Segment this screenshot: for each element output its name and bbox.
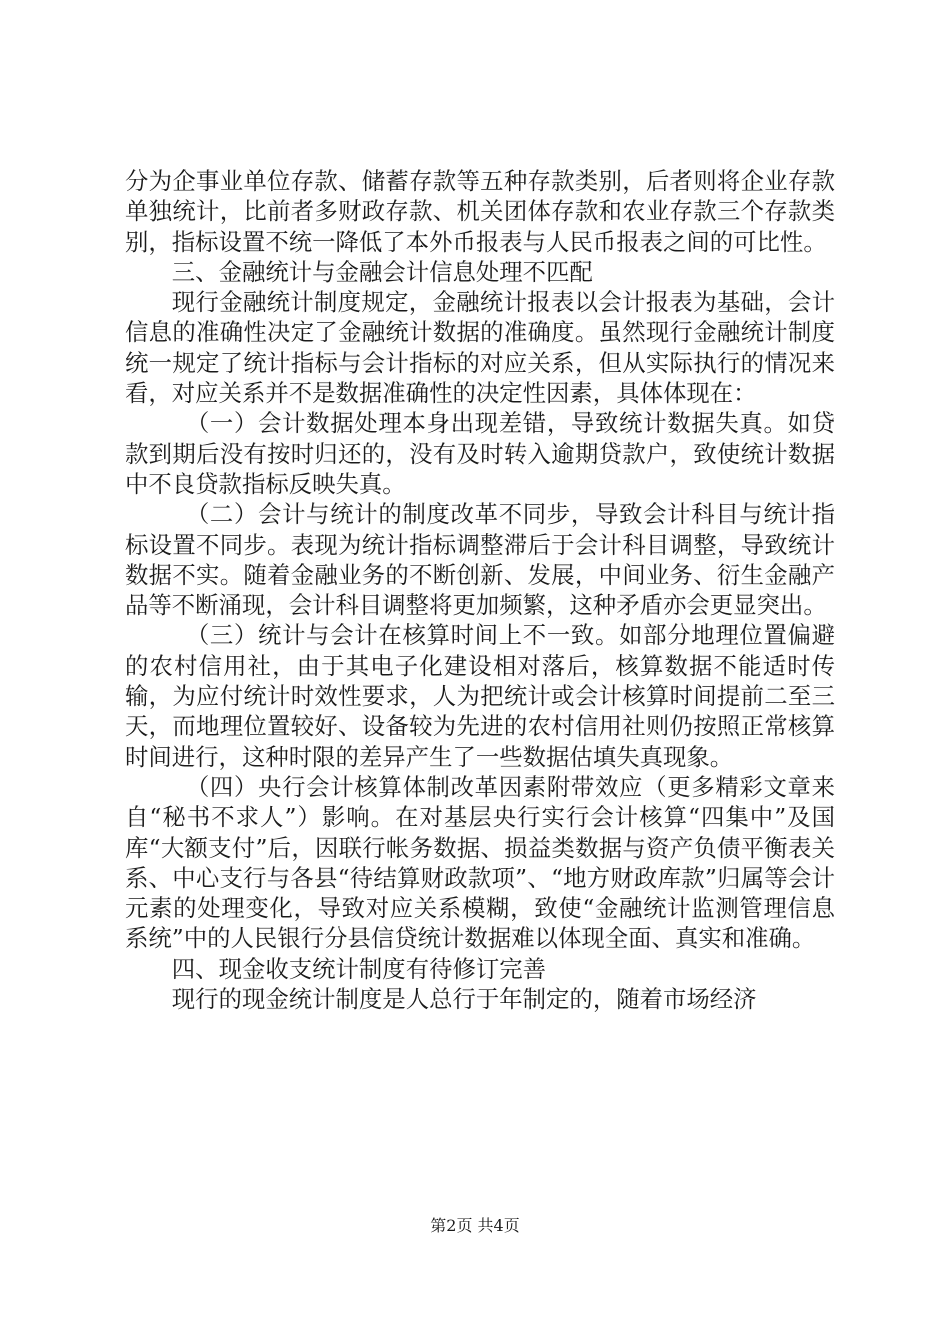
paragraph-item-3: （三）统计与会计在核算时间上不一致。如部分地理位置偏避的农村信用社，由于其电子化建设相对落后，核算数据不能适时传输，为应付统计时效性要求，人为把统计或会计核算时间提前二至三天，而地理位置较好、设备较为先进的农村信用社则仍按照正常核算时间进行，这种时限的差异产生了一些数据估填失真现象。 (125, 621, 835, 771)
paragraph-item-2: （二）会计与统计的制度改革不同步，导致会计科目与统计指标设置不同步。表现为统计指标调整滞后于会计科目调整，导致统计数据不实。随着金融业务的不断创新、发展，中间业务、衍生金融产品等不断涌现，会计科目调整将更加频繁，这种矛盾亦会更显突出。 (125, 500, 835, 620)
paragraph-item-4: （四）央行会计核算体制改革因素附带效应（更多精彩文章来自“秘书不求人”）影响。在对基层央行实行会计核算“四集中”及国库“大额支付”后，因联行帐务数据、损益类数据与资产负债平衡表关系、中心支行与各县“待结算财政款项”、“地方财政库款”归属等会计元素的处理变化，导致对应关系模糊，致使“金融统计监测管理信息系统”中的人民银行分县信贷统计数据难以体现全面、真实和准确。 (125, 772, 835, 953)
paragraph-cash-statistics: 现行的现金统计制度是人总行于年制定的，随着市场经济 (171, 985, 757, 1014)
page-number-label: 第2页 共4页 (430, 1216, 520, 1235)
page-footer (0, 1216, 950, 1236)
section-heading-4: 四、现金收支统计制度有待修订完善 (171, 954, 547, 983)
document-body (125, 166, 835, 1014)
paragraph-item-1: （一）会计数据处理本身出现差错，导致统计数据失真。如贷款到期后没有按时归还的，没有及时转入逾期贷款户，致使统计数据中不良贷款指标反映失真。 (125, 409, 835, 498)
paragraph-deposit-categories: 分为企事业单位存款、储蓄存款等五种存款类别，后者则将企业存款单独统计，比前者多财政存款、机关团体存款和农业存款三个存款类别，指标设置不统一降低了本外币报表与人民币报表之间的可比性。 (125, 167, 835, 256)
section-heading-3: 三、金融统计与金融会计信息处理不匹配 (171, 257, 593, 286)
paragraph-statistics-system: 现行金融统计制度规定，金融统计报表以会计报表为基础，会计信息的准确性决定了金融统计数据的准确度。虽然现行金融统计制度统一规定了统计指标与会计指标的对应关系，但从实际执行的情况来看，对应关系并不是数据准确性的决定性因素，具体体现在： (125, 288, 835, 408)
